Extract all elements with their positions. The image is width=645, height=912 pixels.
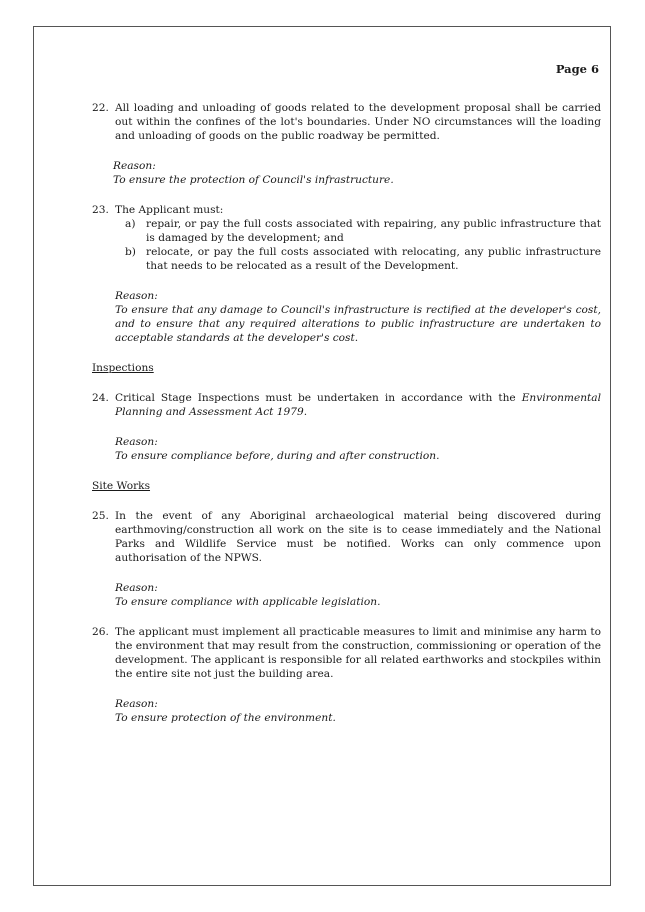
section-heading-inspections: Inspections [92, 362, 154, 374]
subitem-b [115, 245, 601, 273]
document-body [92, 101, 601, 725]
subitem-a [115, 217, 601, 245]
condition-23 [92, 203, 601, 217]
condition-text: The Applicant must: [115, 204, 224, 216]
condition-text: In the event of any Aboriginal archaeological material being discovered during earthmoving/construction all work on the site is to cease immediately and the National Parks and Wildlife Service must be notified. Works can only commence upon authorisation of the NPWS. [115, 510, 601, 564]
section-heading-site-works: Site Works [92, 480, 151, 492]
subitem-text: repair, or pay the full costs associated with repairing, any public infrastructure that is damaged by the development; and [146, 218, 601, 244]
reason-text: To ensure protection of the environment. [115, 712, 336, 724]
reason-text: To ensure compliance before, during and after construction. [115, 450, 440, 462]
reason-label: Reason: [115, 582, 158, 594]
condition-number: 26. [92, 626, 109, 638]
condition-text: The applicant must implement all practicable measures to limit and minimise any harm to the environment that may result from the construction, commissioning or operation of the development. The applicant is responsible for all related earthworks and stockpiles within the entire site not just the building area. [115, 626, 601, 680]
reason-text: To ensure that any damage to Council's infrastructure is rectified at the developer's cost, and to ensure that any required alterations to public infrastructure are undertaken to acceptable standards at the developer's cost. [115, 304, 601, 344]
reason-text: To ensure compliance with applicable legislation. [115, 596, 381, 608]
subitem-label: a) [125, 218, 136, 230]
condition-23-subitems [92, 217, 601, 273]
condition-number: 25. [92, 510, 109, 522]
reason-text: To ensure the protection of Council's infrastructure. [113, 174, 394, 186]
condition-number: 22. [92, 102, 109, 114]
condition-text: All loading and unloading of goods related to the development proposal shall be carried out within the confines of the lot's boundaries. Under NO circumstances will the loading and unloading of goods on the public roadway be permitted. [115, 102, 601, 142]
reason-label: Reason: [115, 290, 158, 302]
reason-label: Reason: [115, 436, 158, 448]
subitem-text: relocate, or pay the full costs associated with relocating, any public infrastructure that needs to be relocated as a result of the Development. [146, 246, 601, 272]
condition-text: Critical Stage Inspections must be undertaken in accordance with the [115, 392, 522, 404]
reason-label: Reason: [115, 698, 158, 710]
condition-24 [92, 391, 601, 419]
condition-22 [92, 101, 601, 143]
page-number: Page 6 [555, 62, 599, 76]
condition-25 [92, 509, 601, 565]
condition-text-end: . [303, 406, 308, 418]
subitem-label: b) [125, 246, 136, 258]
condition-number: 23. [92, 204, 109, 216]
act-title: Environmental Planning and Assessment Act 1979 [115, 392, 601, 418]
reason-label: Reason: [113, 160, 156, 172]
condition-26 [92, 625, 601, 681]
condition-number: 24. [92, 392, 109, 404]
